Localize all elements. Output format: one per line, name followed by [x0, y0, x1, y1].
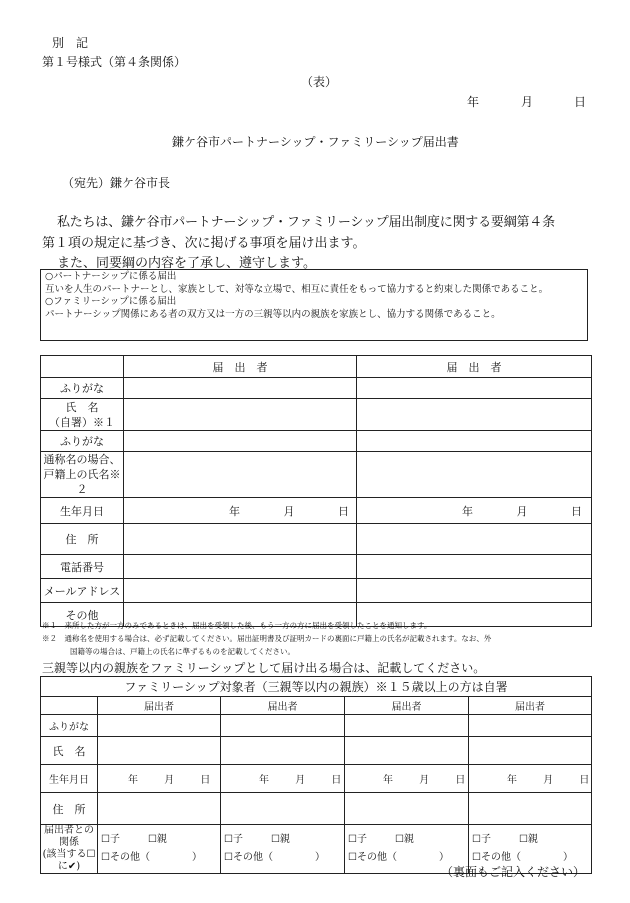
family-2-furigana-field[interactable]	[221, 715, 345, 737]
applicant-2-email-field[interactable]	[357, 579, 592, 603]
family-name-label: 氏 名	[41, 737, 98, 765]
checkbox-other[interactable]: ☐その他（	[348, 852, 397, 863]
applicant-2-furigana-2-field[interactable]	[357, 431, 592, 452]
family-3-birthdate-field[interactable]	[345, 765, 469, 793]
date-year-label: 年	[467, 95, 480, 109]
month-label: 月	[543, 775, 554, 786]
relation-label-2: (該当する☐に✔)	[42, 849, 96, 872]
note-3: 国籍等の場合は、戸籍上の氏名に準ずるものを記載してください。	[70, 647, 295, 656]
name-label-sub: （自署）※１	[49, 415, 115, 429]
relation-label-1: 届出者との関係	[44, 825, 94, 848]
checkbox-child[interactable]: ☐子	[348, 834, 367, 845]
year-label: 年	[462, 504, 473, 518]
family-2-address-field[interactable]	[221, 793, 345, 825]
month-label: 月	[419, 775, 430, 786]
side-label: （表）	[301, 75, 338, 89]
family-2-birthdate-field[interactable]	[221, 765, 345, 793]
family-2-relation-field[interactable]	[221, 825, 345, 874]
applicant-1-email-field[interactable]	[124, 579, 357, 603]
checkbox-parent[interactable]: ☐親	[147, 834, 167, 845]
furigana-2-label: ふりがな	[41, 431, 124, 452]
date-month-label: 月	[521, 95, 534, 109]
family-intro: 三親等以内の親族をファミリーシップとして届け出る場合は、記載してください。	[42, 661, 486, 675]
relation-label	[41, 825, 98, 874]
familyship-heading: ○ファミリーシップに係る届出	[45, 296, 177, 307]
applicant-2-header: 届 出 者	[357, 356, 592, 378]
body-line-1: 私たちは、鎌ケ谷市パートナーシップ・ファミリーシップ届出制度に関する要綱第４条	[57, 215, 555, 230]
family-3-furigana-field[interactable]	[345, 715, 469, 737]
name-label	[41, 399, 124, 431]
family-1-furigana-field[interactable]	[98, 715, 221, 737]
checkbox-parent[interactable]: ☐親	[394, 834, 414, 845]
date-day-label: 日	[574, 95, 587, 109]
day-label: 日	[579, 775, 590, 786]
family-4-furigana-field[interactable]	[469, 715, 592, 737]
family-furigana-label: ふりがな	[41, 715, 98, 737]
family-1-birthdate-field[interactable]	[98, 765, 221, 793]
applicant-2-name-field[interactable]	[357, 399, 592, 431]
definition-box	[40, 269, 588, 341]
family-4-address-field[interactable]	[469, 793, 592, 825]
furigana-label: ふりがな	[41, 378, 124, 399]
family-3-address-field[interactable]	[345, 793, 469, 825]
other-close-paren: ）	[314, 852, 325, 863]
day-label: 日	[571, 504, 582, 518]
year-label: 年	[128, 775, 138, 786]
familyship-text: パートナーシップ関係にある者の双方又は一方の三親等以内の親族を家族とし、協力する関係であること。	[45, 308, 501, 320]
month-label: 月	[295, 775, 306, 786]
family-address-label: 住 所	[41, 793, 98, 825]
applicant-2-furigana-field[interactable]	[357, 378, 592, 399]
month-label: 月	[283, 504, 295, 518]
legal-name-label-1: 通称名の場合、	[43, 453, 121, 466]
applicant-1-address-field[interactable]	[124, 524, 357, 555]
body-line-3: また、同要綱の内容を了承し、遵守します。	[57, 256, 316, 271]
family-table	[40, 676, 592, 874]
partnership-text: 互いを人生のパートナーとし、家族として、対等な立場で、相互に責任をもって協力すると約束した関係であること。	[45, 283, 549, 295]
checkbox-other[interactable]: ☐その他（	[472, 852, 521, 863]
family-birthdate-label: 生年月日	[41, 765, 98, 793]
family-4-header: 届出者	[469, 697, 592, 715]
applicant-2-phone-field[interactable]	[357, 555, 592, 579]
legal-name-label-2: 戸籍上の氏名※２	[43, 468, 121, 496]
applicant-2-legal-name-field[interactable]	[357, 452, 592, 498]
family-2-header: 届出者	[221, 697, 345, 715]
footer-note: （裏面もご記入ください）	[441, 865, 586, 879]
family-1-header: 届出者	[98, 697, 221, 715]
year-label: 年	[259, 775, 269, 786]
other-close-paren: ）	[562, 852, 573, 863]
address-label: 住 所	[41, 524, 124, 555]
checkbox-child[interactable]: ☐子	[224, 834, 243, 845]
applicant-1-furigana-field[interactable]	[124, 378, 357, 399]
family-1-relation-field[interactable]	[98, 825, 221, 874]
note-1: ※１ 来所した方が一方のみであるときは、届出を受領した後、もう一方の方に届出を受領したことを通知します。	[42, 621, 432, 630]
legal-name-label	[41, 452, 124, 498]
family-2-name-field[interactable]	[221, 737, 345, 765]
month-label: 月	[164, 775, 175, 786]
checkbox-parent[interactable]: ☐親	[518, 834, 538, 845]
checkbox-child[interactable]: ☐子	[101, 834, 120, 845]
note-2: ※２ 通称名を使用する場合は、必ず記載してください。届出証明書及び証明カードの裏面に戸籍上の氏名が記載されます。なお、外	[42, 634, 492, 643]
month-label: 月	[516, 504, 528, 518]
applicant-1-furigana-2-field[interactable]	[124, 431, 357, 452]
family-3-name-field[interactable]	[345, 737, 469, 765]
day-label: 日	[200, 775, 211, 786]
name-label-main: 氏 名	[65, 400, 99, 414]
day-label: 日	[331, 775, 342, 786]
checkbox-other[interactable]: ☐その他（	[224, 852, 273, 863]
other-close-paren: ）	[438, 852, 449, 863]
family-table-title: ファミリーシップ対象者（三親等以内の親族）※１５歳以上の方は自署	[41, 677, 592, 697]
checkbox-other[interactable]: ☐その他（	[101, 852, 150, 863]
applicant-2-address-field[interactable]	[357, 524, 592, 555]
family-1-address-field[interactable]	[98, 793, 221, 825]
checkbox-parent[interactable]: ☐親	[270, 834, 290, 845]
birthdate-label: 生年月日	[41, 498, 124, 524]
other-label: その他	[41, 603, 124, 627]
addressee: （宛先）鎌ケ谷市長	[62, 176, 171, 190]
year-label: 年	[383, 775, 393, 786]
body-line-2: 第１項の規定に基づき、次に掲げる事項を届け出ます。	[42, 236, 366, 251]
annex-label: 別 記	[52, 36, 89, 50]
family-4-birthdate-field[interactable]	[469, 765, 592, 793]
applicant-2-birthdate-field[interactable]	[357, 498, 592, 524]
year-label: 年	[507, 775, 517, 786]
day-label: 日	[338, 504, 349, 518]
applicant-1-name-field[interactable]	[124, 399, 357, 431]
applicant-1-legal-name-field[interactable]	[124, 452, 357, 498]
document-title: 鎌ケ谷市パートナーシップ・ファミリーシップ届出書	[172, 135, 459, 149]
applicant-1-phone-field[interactable]	[124, 555, 357, 579]
applicant-1-birthdate-field[interactable]	[124, 498, 357, 524]
applicant-table	[40, 355, 592, 627]
family-1-name-field[interactable]	[98, 737, 221, 765]
day-label: 日	[455, 775, 466, 786]
checkbox-child[interactable]: ☐子	[472, 834, 491, 845]
form-number: 第１号様式（第４条関係）	[42, 55, 187, 69]
family-3-header: 届出者	[345, 697, 469, 715]
phone-label: 電話番号	[41, 555, 124, 579]
other-close-paren: ）	[191, 852, 202, 863]
applicant-1-header: 届 出 者	[124, 356, 357, 378]
partnership-heading: ○パートナーシップに係る届出	[45, 271, 177, 282]
family-4-name-field[interactable]	[469, 737, 592, 765]
year-label: 年	[229, 504, 240, 518]
email-label: メールアドレス	[41, 579, 124, 603]
